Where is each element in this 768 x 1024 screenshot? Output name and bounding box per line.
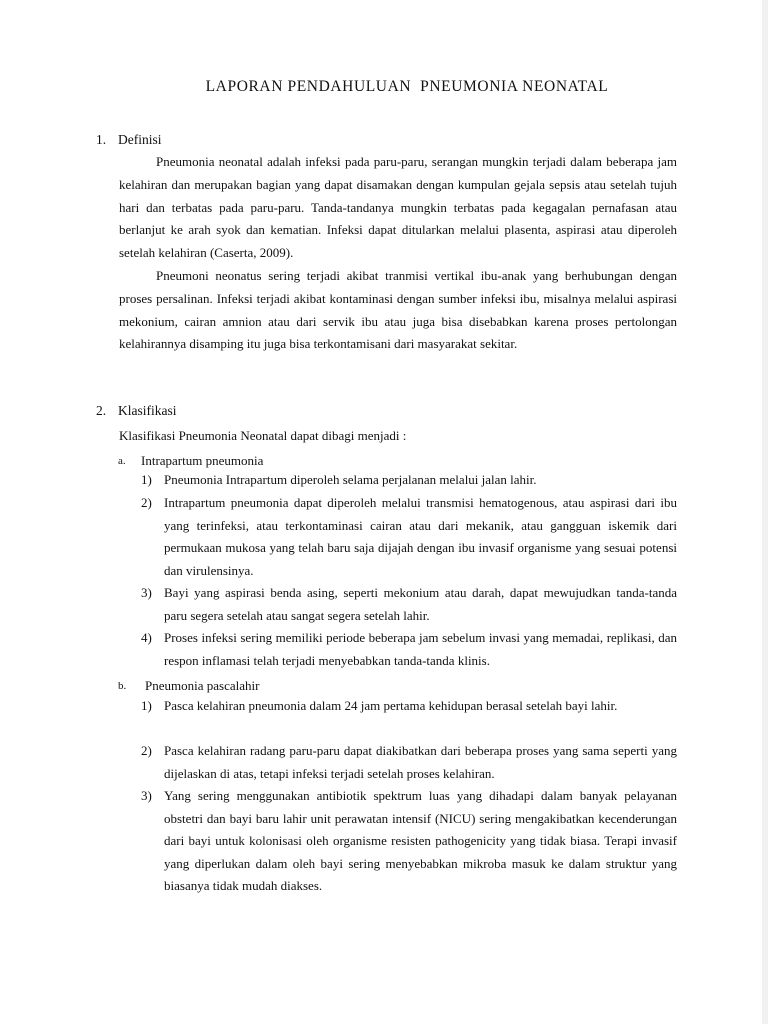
list-item: [141, 492, 677, 582]
section-heading-klasifikasi: [96, 403, 177, 419]
item-text: Proses infeksi sering memiliki periode beberapa jam sebelum invasi yang memadai, replikasi, dan respon inflamasi telah terjadi menyebabkan tanda-tanda klinis.: [164, 630, 677, 668]
klasifikasi-intro: Klasifikasi Pneumonia Neonatal dapat dibagi menjadi :: [119, 428, 407, 443]
section-number: 2.: [96, 403, 107, 418]
document-title: LAPORAN PENDAHULUAN PNEUMONIA NEONATAL: [205, 78, 609, 95]
item-text: Pasca kelahiran radang paru-paru dapat diakibatkan dari beberapa proses yang sama seperti yang dijelaskan di atas, tetapi infeksi terjadi setelah proses kelahiran.: [164, 743, 677, 781]
item-number: 3): [141, 788, 152, 803]
item-number: 3): [141, 585, 152, 600]
item-text: Pasca kelahiran pneumonia dalam 24 jam pertama kehidupan berasal setelah bayi lahir.: [164, 698, 618, 713]
item-text: Bayi yang aspirasi benda asing, seperti mekonium atau darah, dapat mewujudkan tanda-tanda paru segera setelah atau sangat segera setelah lahir.: [164, 585, 677, 623]
section-heading-definisi: [96, 132, 162, 148]
section-title: Klasifikasi: [118, 403, 177, 418]
definisi-paragraph-2: [119, 265, 677, 356]
subsection-title: Intrapartum pneumonia: [141, 453, 264, 468]
item-number: 2): [141, 743, 152, 758]
subsection-letter: b.: [118, 680, 127, 692]
list-item: [141, 469, 677, 492]
definisi-paragraph-1: [119, 151, 677, 265]
item-number: 2): [141, 495, 152, 510]
list-item: [141, 582, 677, 627]
subsection-title: Pneumonia pascalahir: [145, 678, 260, 693]
item-text: Intrapartum pneumonia dapat diperoleh melalui transmisi hematogenous, atau aspirasi dari ibu yang terinfeksi, atau terkontaminasi cairan atau dari mekanik, atau gangguan iskemik dari permukaan mukosa yang telah baru saja dijajah dengan ibu invasif organisme yang sesuai potensi dan virulensinya.: [164, 495, 677, 578]
item-number: 1): [141, 472, 152, 487]
item-number: 4): [141, 630, 152, 645]
item-text: Yang sering menggunakan antibiotik spektrum luas yang dihadapi dalam banyak pelayanan obstetri dan bayi baru lahir unit perawatan intensif (NICU) sering mengakibatkan kecenderungan dari bayi untuk kolonisasi oleh organisme resisten pathogenicity yang tidak biasa. Terapi invasif yang diperlukan dalam oleh bayi sering menyebabkan mikroba masuk ke dalam struktur yang biasanya tidak mudah diakses.: [164, 788, 677, 894]
paragraph-text: Pneumoni neonatus sering terjadi akibat tranmisi vertikal ibu-anak yang berhubungan dengan proses persalinan. Infeksi terjadi akibat kontaminasi dengan sumber infeksi ibu, misalnya melalui aspirasi mekonium, cairan amnion atau dari servik ibu atau juga bisa disebabkan karena proses pertolongan kelahirannya disamping itu juga bisa terkontamisani dari masyarakat sekitar.: [119, 268, 677, 352]
item-number: 1): [141, 698, 152, 713]
list-item: [141, 785, 677, 898]
list-item: [141, 627, 677, 672]
paragraph-text: Pneumonia neonatal adalah infeksi pada paru-paru, serangan mungkin terjadi dalam beberapa jam kelahiran dan merupakan bagian yang dapat disamakan dengan kumpulan gejala sepsis atau setelah tujuh hari dan terbatas pada paru-paru. Tanda-tandanya mungkin terbatas pada kegagalan pernafasan atau berlanjut ke arah syok dan kematian. Infeksi dapat ditularkan melalui plasenta, aspirasi atau diperoleh setelah kelahiran (Caserta, 2009).: [119, 154, 677, 261]
section-title: Definisi: [118, 132, 162, 147]
page-edge-divider: [762, 0, 768, 1024]
item-text: Pneumonia Intrapartum diperoleh selama perjalanan melalui jalan lahir.: [164, 472, 537, 487]
list-item: [141, 740, 677, 785]
list-item: [141, 695, 677, 718]
section-number: 1.: [96, 132, 107, 147]
subsection-letter: a.: [118, 455, 126, 467]
